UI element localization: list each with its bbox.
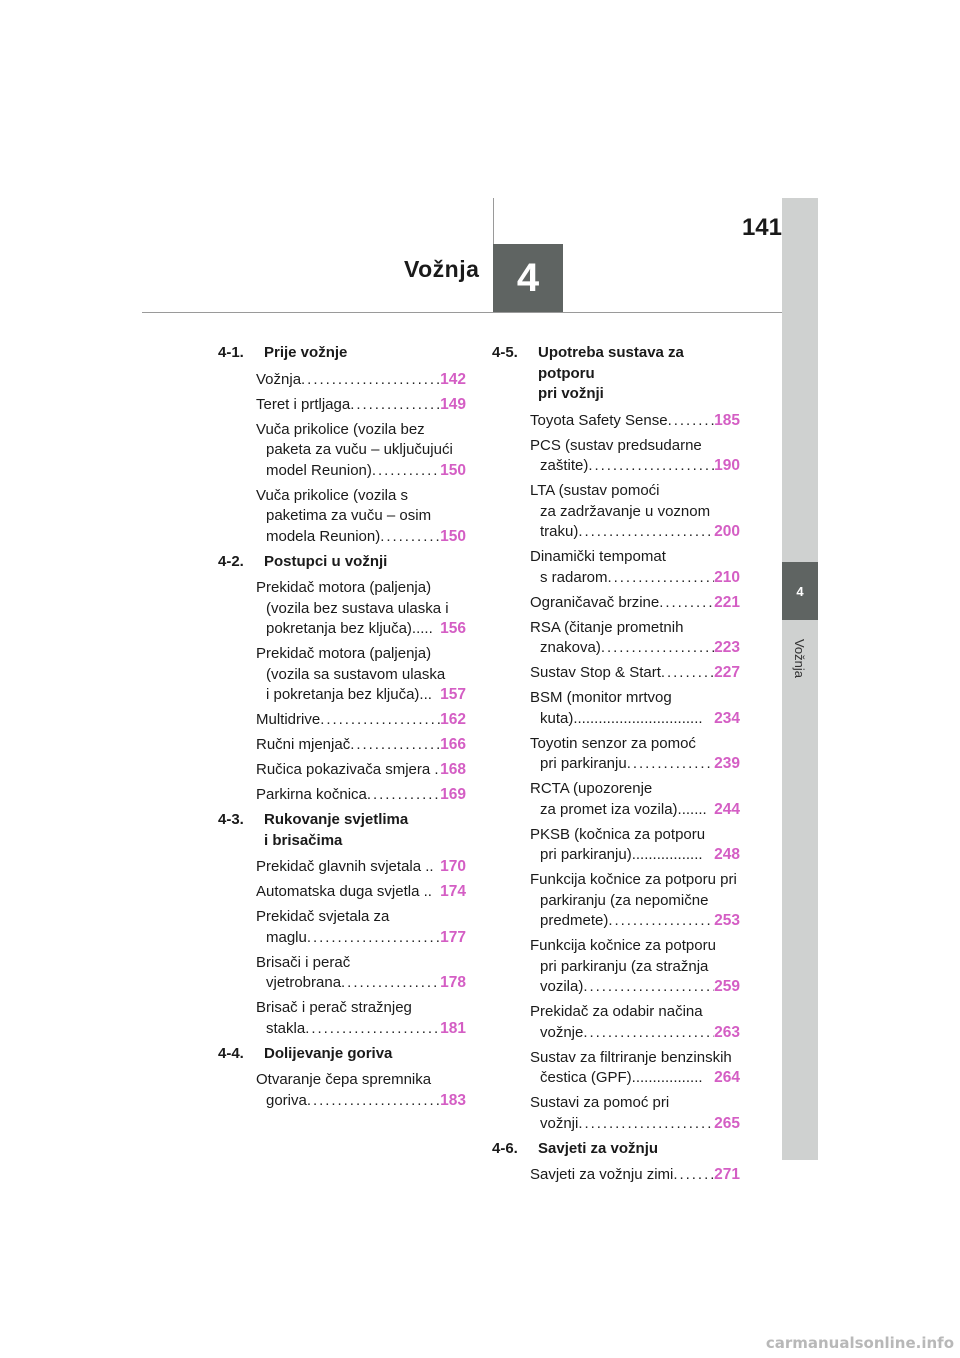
chapter-title: Vožnja bbox=[404, 256, 480, 282]
toc-entry-line bbox=[256, 461, 466, 482]
toc-entry-line bbox=[530, 800, 740, 821]
toc-entry[interactable] bbox=[530, 688, 740, 729]
toc-entry-line bbox=[256, 760, 466, 781]
toc-entry-line bbox=[256, 973, 466, 994]
dot-leader bbox=[350, 395, 440, 416]
toc-entry-text: Teret i prtljaga bbox=[256, 395, 351, 413]
toc-entry[interactable] bbox=[530, 936, 740, 998]
toc-entry[interactable] bbox=[530, 618, 740, 659]
section-title: Upotreba sustava za potporu pri vožnji bbox=[538, 344, 684, 402]
toc-entry-text: Toyotin senzor za pomoć bbox=[530, 734, 696, 752]
dot-leader bbox=[583, 977, 714, 998]
toc-entry-line bbox=[256, 599, 466, 620]
dot-leader bbox=[380, 527, 440, 548]
toc-entry-text: modela Reunion) bbox=[266, 527, 381, 545]
toc-entry-line bbox=[530, 1023, 740, 1044]
toc-entry[interactable] bbox=[530, 663, 740, 684]
section-number: 4-6. bbox=[492, 1139, 518, 1157]
dot-leader bbox=[307, 928, 440, 949]
toc-entry-line bbox=[530, 1048, 740, 1069]
toc-entry-text: goriva bbox=[266, 1091, 307, 1109]
toc-entry-line bbox=[530, 593, 740, 614]
toc-page-link[interactable]: 227 bbox=[714, 664, 740, 681]
toc-entry[interactable] bbox=[256, 857, 466, 878]
toc-entry-text: Prekidač motora (paljenja) bbox=[256, 645, 432, 662]
toc-entry-text: BSM (monitor mrtvog bbox=[530, 689, 672, 706]
header-divider-horizontal bbox=[142, 312, 782, 313]
toc-entry-line bbox=[530, 547, 740, 568]
toc-page-link[interactable]: 264 bbox=[714, 1069, 740, 1086]
dot-leader bbox=[301, 370, 440, 391]
toc-entry-line bbox=[256, 907, 466, 928]
toc-entry[interactable] bbox=[530, 436, 740, 477]
toc-entry-line bbox=[256, 578, 466, 599]
toc-page-link[interactable]: 178 bbox=[440, 974, 466, 991]
toc-entry-text: model Reunion) bbox=[266, 461, 372, 479]
toc-section-heading bbox=[218, 810, 466, 851]
toc-entry-line bbox=[530, 936, 740, 957]
toc-entry-line bbox=[256, 420, 466, 441]
toc-entry-text: paketima za vuču – osim bbox=[266, 507, 432, 524]
toc-entry-text: Sustav za filtriranje benzinskih bbox=[530, 1048, 732, 1066]
dot-leader bbox=[668, 411, 715, 432]
toc-entry-text: maglu bbox=[266, 928, 307, 946]
toc-entry-line bbox=[256, 665, 466, 686]
toc-entry[interactable] bbox=[530, 825, 740, 866]
toc-entry-text: Ograničavač brzine bbox=[530, 593, 660, 611]
toc-entry-line bbox=[530, 779, 740, 800]
toc-section-heading bbox=[492, 1139, 740, 1160]
toc-entry-line bbox=[256, 506, 466, 527]
toc-page-link[interactable]: 244 bbox=[714, 800, 740, 818]
toc-page-link[interactable]: 210 bbox=[714, 568, 740, 586]
toc-entry[interactable] bbox=[256, 395, 466, 416]
toc-page-link[interactable]: 190 bbox=[714, 457, 740, 474]
toc-page-link[interactable]: 239 bbox=[714, 755, 740, 772]
toc-page-link[interactable]: 166 bbox=[440, 736, 466, 753]
toc-entry[interactable] bbox=[530, 779, 740, 820]
toc-entry-line bbox=[256, 644, 466, 665]
toc-page-link[interactable]: 183 bbox=[440, 1091, 466, 1109]
chapter-number-box: 4 bbox=[493, 244, 563, 312]
watermark: carmanualsonline.info bbox=[765, 1334, 954, 1352]
toc-entry-text: Automatska duga svjetla .. bbox=[256, 883, 432, 900]
toc-entry[interactable] bbox=[256, 760, 466, 781]
toc-entry-text: pri parkiranju)................. bbox=[540, 846, 703, 863]
toc-entry-line bbox=[530, 734, 740, 755]
toc-entry-line bbox=[530, 481, 740, 502]
toc-entry-line bbox=[530, 638, 740, 659]
toc-entry[interactable] bbox=[256, 486, 466, 548]
toc-entry-text: Prekidač motora (paljenja) bbox=[256, 579, 432, 596]
dot-leader bbox=[305, 1019, 440, 1040]
toc-entry-text: PKSB (kočnica za potporu bbox=[530, 825, 706, 843]
toc-entry-text: Toyota Safety Sense bbox=[530, 411, 668, 429]
dot-leader bbox=[588, 456, 714, 477]
toc-page-link[interactable]: 170 bbox=[440, 858, 466, 875]
toc-entry-text: Sustavi za pomoć pri bbox=[530, 1094, 670, 1111]
toc-entry-line bbox=[530, 977, 740, 998]
toc-entry-text: LTA (sustav pomoći bbox=[530, 482, 660, 499]
section-title: Rukovanje svjetlima i brisačima bbox=[264, 811, 409, 849]
toc-entry-text: za promet iza vozila)....... bbox=[540, 800, 707, 818]
dot-leader bbox=[578, 522, 714, 543]
toc-entry-line bbox=[530, 502, 740, 523]
toc-page-link[interactable]: 169 bbox=[440, 786, 466, 803]
toc-entry-line bbox=[530, 688, 740, 709]
section-number: 4-5. bbox=[492, 344, 518, 361]
toc-page-link[interactable]: 177 bbox=[440, 928, 466, 946]
side-tab-number[interactable]: 4 bbox=[782, 562, 818, 620]
section-number: 4-4. bbox=[218, 1044, 244, 1062]
dot-leader bbox=[367, 785, 440, 806]
toc-page-link[interactable]: 149 bbox=[440, 395, 466, 413]
dot-leader bbox=[583, 1023, 714, 1044]
dot-leader bbox=[307, 1091, 440, 1112]
toc-entry[interactable] bbox=[256, 882, 466, 903]
toc-entry-line bbox=[256, 998, 466, 1019]
toc-page-link[interactable]: 162 bbox=[440, 711, 466, 728]
dot-leader bbox=[608, 568, 715, 589]
toc-entry[interactable] bbox=[530, 547, 740, 588]
toc-page-link[interactable]: 185 bbox=[714, 411, 740, 429]
dot-leader bbox=[661, 663, 714, 684]
header-divider-vertical bbox=[493, 198, 494, 244]
toc-entry-text: vožnji bbox=[540, 1114, 579, 1132]
toc-entry-text: Otvaranje čepa spremnika bbox=[256, 1071, 432, 1088]
toc-entry-line bbox=[530, 1093, 740, 1114]
toc-entry-line bbox=[530, 1002, 740, 1023]
toc-entry-line bbox=[530, 957, 740, 978]
dot-leader bbox=[608, 911, 714, 932]
toc-entry[interactable] bbox=[256, 1070, 466, 1111]
toc-entry-line bbox=[256, 710, 466, 731]
toc-entry-text: Ručica pokazivača smjera . bbox=[256, 761, 439, 778]
toc-page-link[interactable]: 223 bbox=[714, 639, 740, 656]
toc-entry-line bbox=[256, 685, 466, 706]
toc-entry[interactable] bbox=[530, 1002, 740, 1043]
toc-entry-text: vožnje bbox=[540, 1023, 584, 1041]
toc-entry[interactable] bbox=[256, 785, 466, 806]
toc-page-link[interactable]: 234 bbox=[714, 709, 740, 727]
toc-entry-line bbox=[530, 1114, 740, 1135]
toc-page-link[interactable]: 156 bbox=[440, 620, 466, 637]
toc-entry-text: Sustav Stop & Start bbox=[530, 664, 661, 681]
dot-leader bbox=[627, 754, 714, 775]
toc-page-link[interactable]: 181 bbox=[440, 1019, 466, 1037]
toc-entry-text: Prekidač svjetala za bbox=[256, 908, 390, 925]
section-title: Dolijevanje goriva bbox=[264, 1044, 393, 1062]
toc-entry-text: pokretanja bez ključa)..... bbox=[266, 620, 433, 637]
toc-entry-line bbox=[256, 857, 466, 878]
toc-entry-text: Dinamički tempomat bbox=[530, 548, 666, 565]
toc-entry[interactable] bbox=[256, 420, 466, 482]
toc-entry-line bbox=[530, 436, 740, 457]
toc-entry-text: stakla bbox=[266, 1019, 306, 1037]
toc-page-link[interactable]: 253 bbox=[714, 912, 740, 929]
toc-entry-line bbox=[530, 618, 740, 639]
toc-entry[interactable] bbox=[256, 710, 466, 731]
side-tab-label: Vožnja bbox=[792, 638, 808, 678]
toc-page-link[interactable]: 200 bbox=[714, 523, 740, 540]
toc-page-link[interactable]: 263 bbox=[714, 1023, 740, 1041]
toc-column-right bbox=[492, 343, 740, 1190]
toc-entry-text: Vožnja bbox=[256, 370, 302, 388]
toc-entry[interactable] bbox=[530, 734, 740, 775]
toc-entry[interactable] bbox=[530, 1165, 740, 1186]
toc-entry-line bbox=[530, 411, 740, 432]
toc-entry-line bbox=[530, 522, 740, 543]
toc-entry-text: traku) bbox=[540, 523, 579, 540]
toc-entry-text: Brisač i perač stražnjeg bbox=[256, 999, 412, 1016]
toc-page-link[interactable]: 221 bbox=[714, 593, 740, 611]
section-number: 4-3. bbox=[218, 811, 244, 828]
toc-entry[interactable] bbox=[256, 735, 466, 756]
dot-leader bbox=[350, 735, 440, 756]
toc-entry-text: Brisači i perač bbox=[256, 953, 351, 971]
dot-leader bbox=[673, 1165, 714, 1186]
toc-entry-text: Ručni mjenjač bbox=[256, 736, 351, 753]
section-title: Savjeti za vožnju bbox=[538, 1139, 659, 1157]
toc-entry-line bbox=[256, 928, 466, 949]
toc-entry-text: Vuča prikolice (vozila bez bbox=[256, 420, 425, 438]
toc-entry-text: predmete) bbox=[540, 912, 609, 929]
toc-entry-text: s radarom bbox=[540, 568, 608, 586]
toc-entry-line bbox=[530, 1068, 740, 1089]
section-number: 4-2. bbox=[218, 552, 244, 570]
toc-entry-line bbox=[256, 953, 466, 974]
toc-entry-text: Multidrive bbox=[256, 711, 321, 728]
toc-page-link[interactable]: 168 bbox=[440, 761, 466, 778]
section-number: 4-1. bbox=[218, 344, 244, 361]
toc-page-link[interactable]: 157 bbox=[440, 686, 466, 703]
toc-entry-line bbox=[530, 870, 740, 891]
toc-entry-text: Funkcija kočnice za potporu pri bbox=[530, 871, 737, 888]
toc-entry-text: za zadržavanje u voznom bbox=[540, 502, 711, 520]
toc-entry-line bbox=[256, 370, 466, 391]
toc-page-link[interactable]: 271 bbox=[714, 1166, 740, 1183]
page-number: 141 bbox=[741, 214, 782, 241]
toc-entry-line bbox=[530, 891, 740, 912]
toc-entry-line bbox=[530, 825, 740, 846]
toc-entry-text: znakova) bbox=[540, 639, 601, 656]
toc-section-heading bbox=[218, 552, 466, 573]
toc-page-link[interactable]: 259 bbox=[714, 978, 740, 995]
toc-entry[interactable] bbox=[530, 411, 740, 432]
toc-entry-text: kuta)............................... bbox=[540, 709, 703, 727]
toc-column-left bbox=[218, 343, 466, 1116]
toc-entry-line bbox=[530, 456, 740, 477]
toc-entry-text: vjetrobrana bbox=[266, 974, 342, 991]
toc-entry-line bbox=[256, 1091, 466, 1112]
toc-entry[interactable] bbox=[256, 644, 466, 706]
toc-entry-text: Vuča prikolice (vozila s bbox=[256, 486, 408, 504]
toc-entry-line bbox=[256, 1019, 466, 1040]
dot-leader bbox=[601, 638, 714, 659]
toc-entry[interactable] bbox=[256, 578, 466, 640]
toc-entry-text: čestica (GPF)................. bbox=[540, 1069, 703, 1086]
toc-page-link[interactable]: 142 bbox=[440, 370, 466, 388]
toc-entry-line bbox=[530, 845, 740, 866]
toc-section-heading bbox=[218, 343, 466, 364]
toc-entry-line bbox=[530, 568, 740, 589]
toc-entry-line bbox=[256, 1070, 466, 1091]
toc-entry-line bbox=[256, 619, 466, 640]
toc-page-link[interactable]: 174 bbox=[440, 883, 466, 900]
toc-entry-line bbox=[256, 486, 466, 507]
toc-entry-line bbox=[256, 395, 466, 416]
toc-entry-text: PCS (sustav predsudarne bbox=[530, 436, 702, 454]
toc-entry-line bbox=[530, 1165, 740, 1186]
toc-entry-text: RSA (čitanje prometnih bbox=[530, 618, 684, 636]
toc-entry[interactable] bbox=[256, 998, 466, 1039]
toc-page-link[interactable]: 248 bbox=[714, 846, 740, 863]
toc-entry-text: pri parkiranju bbox=[540, 755, 627, 772]
toc-entry-text: parkiranju (za nepomične bbox=[540, 891, 709, 909]
dot-leader bbox=[320, 710, 440, 731]
toc-page-link[interactable]: 265 bbox=[714, 1114, 740, 1132]
dot-leader bbox=[372, 461, 440, 482]
toc-entry[interactable] bbox=[530, 870, 740, 932]
toc-entry-line bbox=[256, 882, 466, 903]
toc-entry[interactable] bbox=[530, 593, 740, 614]
toc-entry[interactable] bbox=[530, 481, 740, 543]
toc-entry-text: RCTA (upozorenje bbox=[530, 780, 653, 797]
toc-entry-text: i pokretanja bez ključa)... bbox=[266, 686, 432, 703]
toc-entry-text: Funkcija kočnice za potporu bbox=[530, 937, 716, 954]
toc-entry[interactable] bbox=[256, 907, 466, 948]
toc-entry-line bbox=[530, 754, 740, 775]
toc-entry-text: Savjeti za vožnju zimi bbox=[530, 1166, 674, 1183]
toc-entry-text: Parkirna kočnica bbox=[256, 786, 367, 803]
toc-entry[interactable] bbox=[530, 1093, 740, 1134]
toc-entry-line bbox=[256, 440, 466, 461]
toc-entry-line bbox=[256, 735, 466, 756]
dot-leader bbox=[578, 1114, 714, 1135]
toc-section-heading bbox=[492, 343, 740, 405]
toc-page-link[interactable]: 150 bbox=[440, 461, 466, 479]
dot-leader bbox=[341, 973, 440, 994]
toc-entry-text: pri parkiranju (za stražnja bbox=[540, 957, 709, 975]
toc-entry-line bbox=[530, 663, 740, 684]
section-title: Prije vožnje bbox=[264, 344, 348, 361]
toc-entry-text: (vozila sa sustavom ulaska bbox=[266, 665, 446, 683]
toc-entry-text: Prekidač glavnih svjetala .. bbox=[256, 858, 434, 875]
toc-entry[interactable] bbox=[530, 1048, 740, 1089]
toc-entry-text: paketa za vuču – uključujući bbox=[266, 441, 453, 458]
dot-leader bbox=[659, 593, 714, 614]
toc-section-heading bbox=[218, 1044, 466, 1065]
section-title: Postupci u vožnji bbox=[264, 552, 388, 570]
toc-entry-line bbox=[530, 911, 740, 932]
toc-entry-line bbox=[256, 527, 466, 548]
toc-entry[interactable] bbox=[256, 370, 466, 391]
toc-entry-text: Prekidač za odabir načina bbox=[530, 1003, 703, 1020]
toc-entry-text: zaštite) bbox=[540, 457, 589, 474]
toc-entry-line bbox=[256, 785, 466, 806]
toc-page-link[interactable]: 150 bbox=[440, 527, 466, 545]
toc-entry[interactable] bbox=[256, 953, 466, 994]
toc-entry-line bbox=[530, 709, 740, 730]
toc-entry-text: vozila) bbox=[540, 978, 584, 995]
toc-entry-text: (vozila bez sustava ulaska i bbox=[266, 599, 449, 617]
